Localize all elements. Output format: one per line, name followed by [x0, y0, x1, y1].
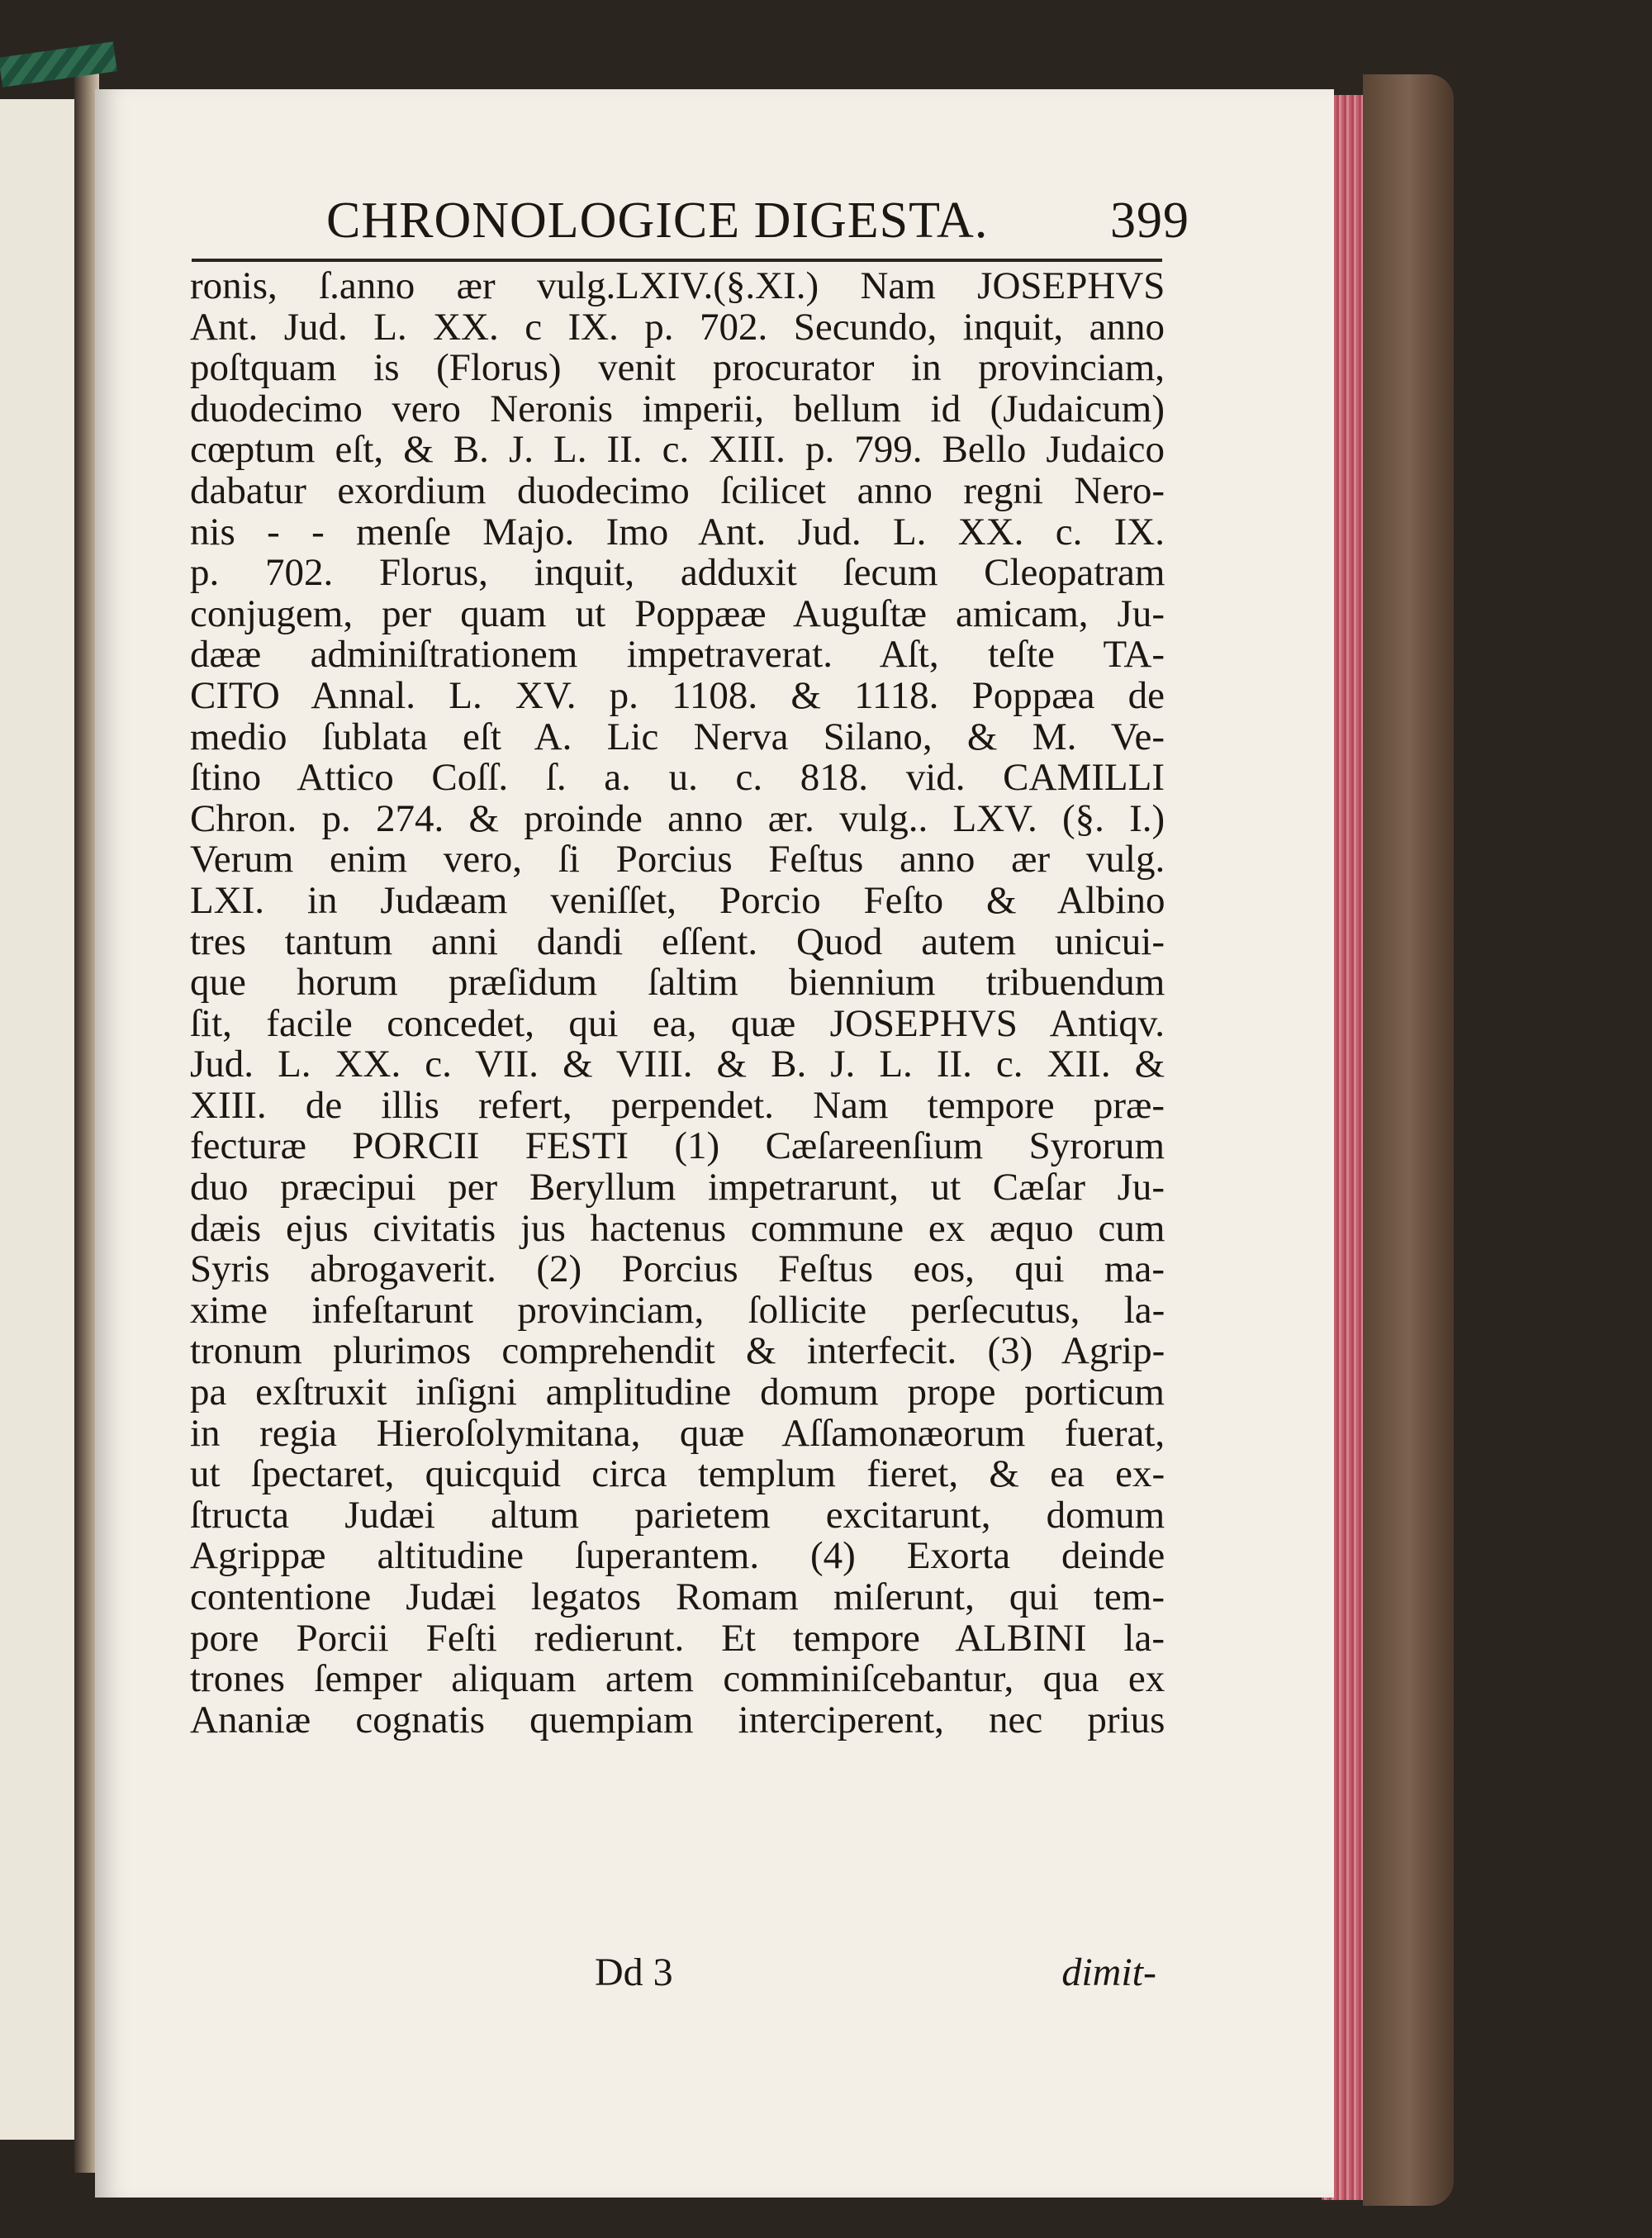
text-line: Chron. p. 274. & proinde anno ær. vulg.. LXV. (§. I.) — [190, 796, 1165, 840]
text-line: tres tantum anni dandi eſſent. Quod autem unicui- — [190, 919, 1165, 963]
page-number: 399 — [1110, 192, 1189, 249]
body-text — [190, 266, 1165, 1741]
book-cover-edge — [1363, 74, 1454, 2206]
text-line: ut ſpectaret, quicquid circa templum fieret, & ea ex- — [190, 1452, 1165, 1496]
text-line: Agrippæ altitudine ſuperantem. (4) Exorta deinde — [190, 1534, 1165, 1578]
text-line: Verum enim vero, ſi Porcius Feſtus anno ær vulg. — [190, 838, 1165, 881]
text-line: xime infeſtarunt provinciam, ſollicite perſecutus, la- — [190, 1288, 1165, 1332]
text-line: duodecimo vero Neronis imperii, bellum id (Judaicum) — [190, 387, 1165, 430]
text-line: cœptum eſt, & B. J. L. II. c. XIII. p. 799. Bello Judaico — [190, 428, 1165, 472]
text-line: ſtructa Judæi altum parietem excitarunt, domum — [190, 1493, 1165, 1537]
text-line: CITO Annal. L. XV. p. 1108. & 1118. Poppæa de — [190, 673, 1165, 717]
text-line: ſit, facile concedet, qui ea, quæ JOSEPHVS Antiqv. — [190, 1001, 1165, 1045]
text-line: dæis ejus civitatis jus hactenus commune ex æquo cum — [190, 1206, 1165, 1250]
text-line: LXI. in Judæam veniſſet, Porcio Feſto & Albino — [190, 878, 1165, 922]
text-line: ſtino Attico Coſſ. ſ. a. u. c. 818. vid. CAMILLI — [190, 756, 1165, 800]
text-line: pa exſtruxit inſigni amplitudine domum prope porticum — [190, 1371, 1165, 1414]
text-line: XIII. de illis refert, perpendet. Nam tempore præ- — [190, 1083, 1165, 1127]
catchword: dimit- — [1061, 1951, 1156, 1994]
bookmark-ribbon — [0, 41, 117, 87]
text-line: poſtquam is (Florus) venit procurator in provinciam, — [190, 346, 1165, 390]
facing-page — [0, 99, 78, 2140]
text-line: duo præcipui per Beryllum impetrarunt, ut Cæſar Ju- — [190, 1166, 1165, 1209]
text-line: dabatur exordium duodecimo ſcilicet anno regni Nero- — [190, 468, 1165, 512]
header-rule — [192, 259, 1162, 262]
text-line: Jud. L. XX. c. VII. & VIII. & B. J. L. II. c. XII. & — [190, 1043, 1165, 1086]
page-footer — [595, 1950, 1156, 1999]
text-line: p. 702. Florus, inquit, adduxit ſecum Cleopatram — [190, 551, 1165, 595]
text-line: Ant. Jud. L. XX. c IX. p. 702. Secundo, inquit, anno — [190, 305, 1165, 349]
text-line: que horum præſidum ſaltim biennium tribuendum — [190, 961, 1165, 1005]
text-line: nis - - menſe Majo. Imo Ant. Jud. L. XX. c. IX. — [190, 510, 1165, 554]
text-line: medio ſublata eſt A. Lic Nerva Silano, & M. Ve- — [190, 715, 1165, 758]
text-line: Ananiæ cognatis quempiam interciperent, nec prius — [190, 1698, 1165, 1741]
text-line: trones ſemper aliquam artem comminiſcebantur, qua ex — [190, 1657, 1165, 1701]
text-line: in regia Hieroſolymitana, quæ Aſſamonæorum fuerat, — [190, 1411, 1165, 1455]
text-line: Syris abrogaverit. (2) Porcius Feſtus eos, qui ma- — [190, 1247, 1165, 1291]
running-header — [326, 192, 1189, 249]
text-line: contentione Judæi legatos Romam miſerunt, qui tem- — [190, 1575, 1165, 1618]
text-line: pore Porcii Feſti redierunt. Et tempore ALBINI la- — [190, 1616, 1165, 1660]
text-line: conjugem, per quam ut Poppææ Auguſtæ amicam, Ju- — [190, 592, 1165, 635]
running-title: CHRONOLOGICE DIGESTA. — [326, 192, 989, 249]
signature-mark: Dd 3 — [595, 1951, 673, 1994]
text-line: tronum plurimos comprehendit & interfecit. (3) Agrip- — [190, 1329, 1165, 1373]
text-line: dææ adminiſtrationem impetraverat. Aſt, teſte TA- — [190, 633, 1165, 677]
text-line: ronis, ſ.anno ær vulg.LXIV.(§.XI.) Nam JOSEPHVS — [190, 264, 1165, 307]
text-line: fecturæ PORCII FESTI (1) Cæſareenſium Syrorum — [190, 1124, 1165, 1168]
